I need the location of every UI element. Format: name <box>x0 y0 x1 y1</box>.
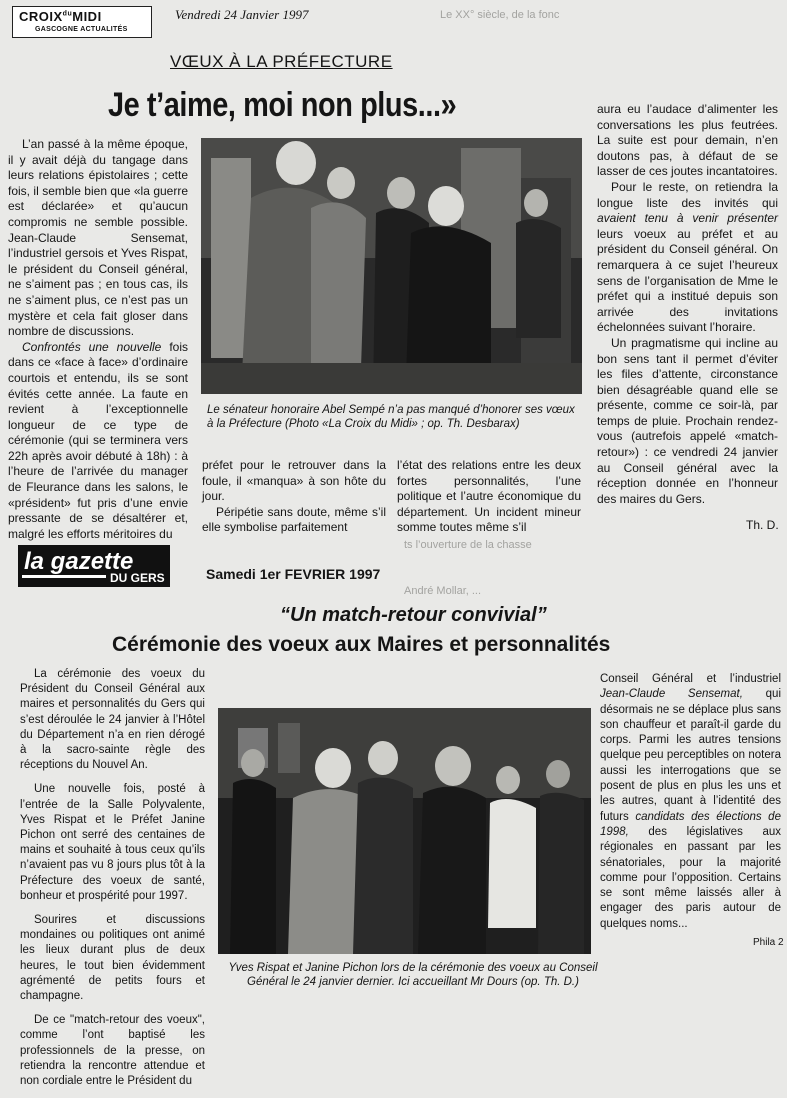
background-ghost-text: André Mollar, ... <box>404 585 482 597</box>
masthead-subtitle: GASCOGNE ACTUALITÉS <box>35 26 128 33</box>
paragraph: préfet pour le retrouver dans la foule, il «manqua» à son hôte du jour. <box>202 458 386 504</box>
article1-column-4 <box>597 102 778 507</box>
article2-photo-caption: Yves Rispat et Janine Pichon lors de la cérémonie des voeux au Conseil Général le 24 janvier dernier. Ici accueillant Mr Dours (op. Th. D.) <box>228 962 598 988</box>
logo-main-text: la gazette <box>24 548 134 575</box>
paragraph: Conseil Général et l’industriel Jean-Claude Sensemat, qui désormais ne se déplace plus sans son chauffeur et paraît-il garde du corps. Parmi les autres tensions quelque peu perceptibles on notera aussi les interrogations que se posent de plus en plus les uns et les autres, quant à l’identité des futurs candidats des élections de 1998, des législatives aux régionales en passant par les sénatoriales, pour la majorité comme pour l’opposition. Certains se sont même laissés aller à engager des paris autour de quelques noms... <box>600 673 781 930</box>
background-ghost-text: Le XX° siècle, de la fonc <box>440 9 560 21</box>
article2-column-2 <box>600 672 781 932</box>
paragraph: Sourires et discussions mondaines ou politiques ont animé les lieux durant plus de deux heures, le tout bien évidemment agrémenté de petits fours et champagne. <box>20 914 205 1003</box>
article1-signature: Th. D. <box>746 518 779 532</box>
article1-column-1 <box>8 137 188 542</box>
paragraph: De ce "match-retour des voeux", comme l’ont baptisé les professionnels de la presse, on retiendra la rencontre attendue et non cordiale entre le Président du <box>20 1014 205 1088</box>
photo-senator-greeting <box>201 138 582 394</box>
background-ghost-text: ts l’ouverture de la chasse <box>404 539 532 551</box>
paragraph: La cérémonie des voeux du Président du Conseil Général aux maires et personnalités du Gers qui s’est déroulée le 24 janvier à l’Hôtel du Département n’a en rien dérogé à la sacro-sainte règle des réceptions du Nouvel An. <box>20 668 205 772</box>
article1-column-3 <box>397 458 581 536</box>
article2-signature: Phila 2 <box>753 937 784 948</box>
paragraph: l’état des relations entre les deux fortes personnalités, l’une politique et l’autre économique du département. Un incident mineur somme toutes même s’il <box>397 458 581 535</box>
paragraph: Pour le reste, on retiendra la longue liste des invités qui avaient tenu à venir présenter leurs voeux au préfet et au président du Conseil général. On remarquera à ce sujet l’heureux sens de l’organisation de Mme le préfet qui a institué depuis son arrivée des invitations échelonnées suivant l’horaire. <box>597 179 778 335</box>
article1-headline: Je t’aime, moi non plus...» <box>108 86 457 124</box>
paragraph: Péripétie sans doute, même s’il elle symbolise parfaitement <box>202 504 386 535</box>
paragraph: L’an passé à la même époque, il y avait déjà du tangage dans leurs relations épistolaires ; cette fois, il semble bien que «la guerre est déclarée» et qu’aucun compromis ne semble possible. Jean-Claude Sensemat, l’industriel gersois et Yves Rispat, le président du Conseil général, ne s’aiment pas ; en tous cas, ils ne s’aiment plus, ce n’est pas un mystère et cela fait gloser dans nombre de discussions. <box>8 137 188 339</box>
gazette-du-gers-logo <box>18 545 170 587</box>
photo-voeux-ceremony <box>218 708 591 954</box>
masthead-name: $CROIX^{du}MIDI$ <box>19 9 102 24</box>
article2-kicker: “Un match-retour convivial” <box>280 604 547 626</box>
logo-sub-text: DU GERS <box>110 571 165 585</box>
article1-column-2 <box>202 458 386 536</box>
paragraph: Une nouvelle fois, posté à l’entrée de la Salle Polyvalente, Yves Rispat et le Préfet Janine Pichon ont serré des centaines de mains et souhaité à tous ceux qu’ils n’avaient pas vu 8 jours plus tôt à la Préfecture des voeux de santé, bonheur et prospérité pour 1997. <box>20 783 205 902</box>
article1-date: Vendredi 24 Janvier 1997 <box>175 7 309 22</box>
article1-kicker: VŒUX À LA PRÉFECTURE <box>170 52 393 71</box>
paragraph: Confrontés une nouvelle fois dans ce «face à face» d’ordinaire courtois et entendu, ils se sont évités cette année. La faute en revient à l’exceptionnelle longueur de ce type de cérémonie (qui se terminera vers 22h après avoir débuté à 18h) : à l’heure de l’arrivée du manager de Fleurance dans les salons, le «président» fut pris d’une envie pressante de se désaltérer et, malgré les efforts méritoires du <box>8 339 188 541</box>
paragraph: aura eu l’audace d’alimenter les conversations les plus feutrées. La suite est pour demain, n’en doutons pas, à défaut de se lasser de ces joutes incantatoires. <box>597 102 778 179</box>
article1-photo-caption: Le sénateur honoraire Abel Sempé n’a pas manqué d’honorer ses vœux à la Préfecture (Photo «La Croix du Midi» ; op. Th. Desbarax) <box>207 404 575 430</box>
paragraph: Un pragmatisme qui incline au bon sens tant il permet d’éviter les files d’attente, circonstance bien désagréable quand elle se présente, comme ce soir-là, par temps de pluie. Prochain rendez-vous (autrefois appelé «match-retour») : ce vendredi 24 janvier au Conseil général avec la réception donnée en l’honneur des maires du Gers. <box>597 335 778 506</box>
article2-headline: Cérémonie des voeux aux Maires et personnalités <box>112 633 611 656</box>
croix-du-midi-masthead <box>12 6 152 38</box>
article2-date: Samedi 1er FEVRIER 1997 <box>206 566 381 582</box>
article2-column-1 <box>20 667 205 1098</box>
